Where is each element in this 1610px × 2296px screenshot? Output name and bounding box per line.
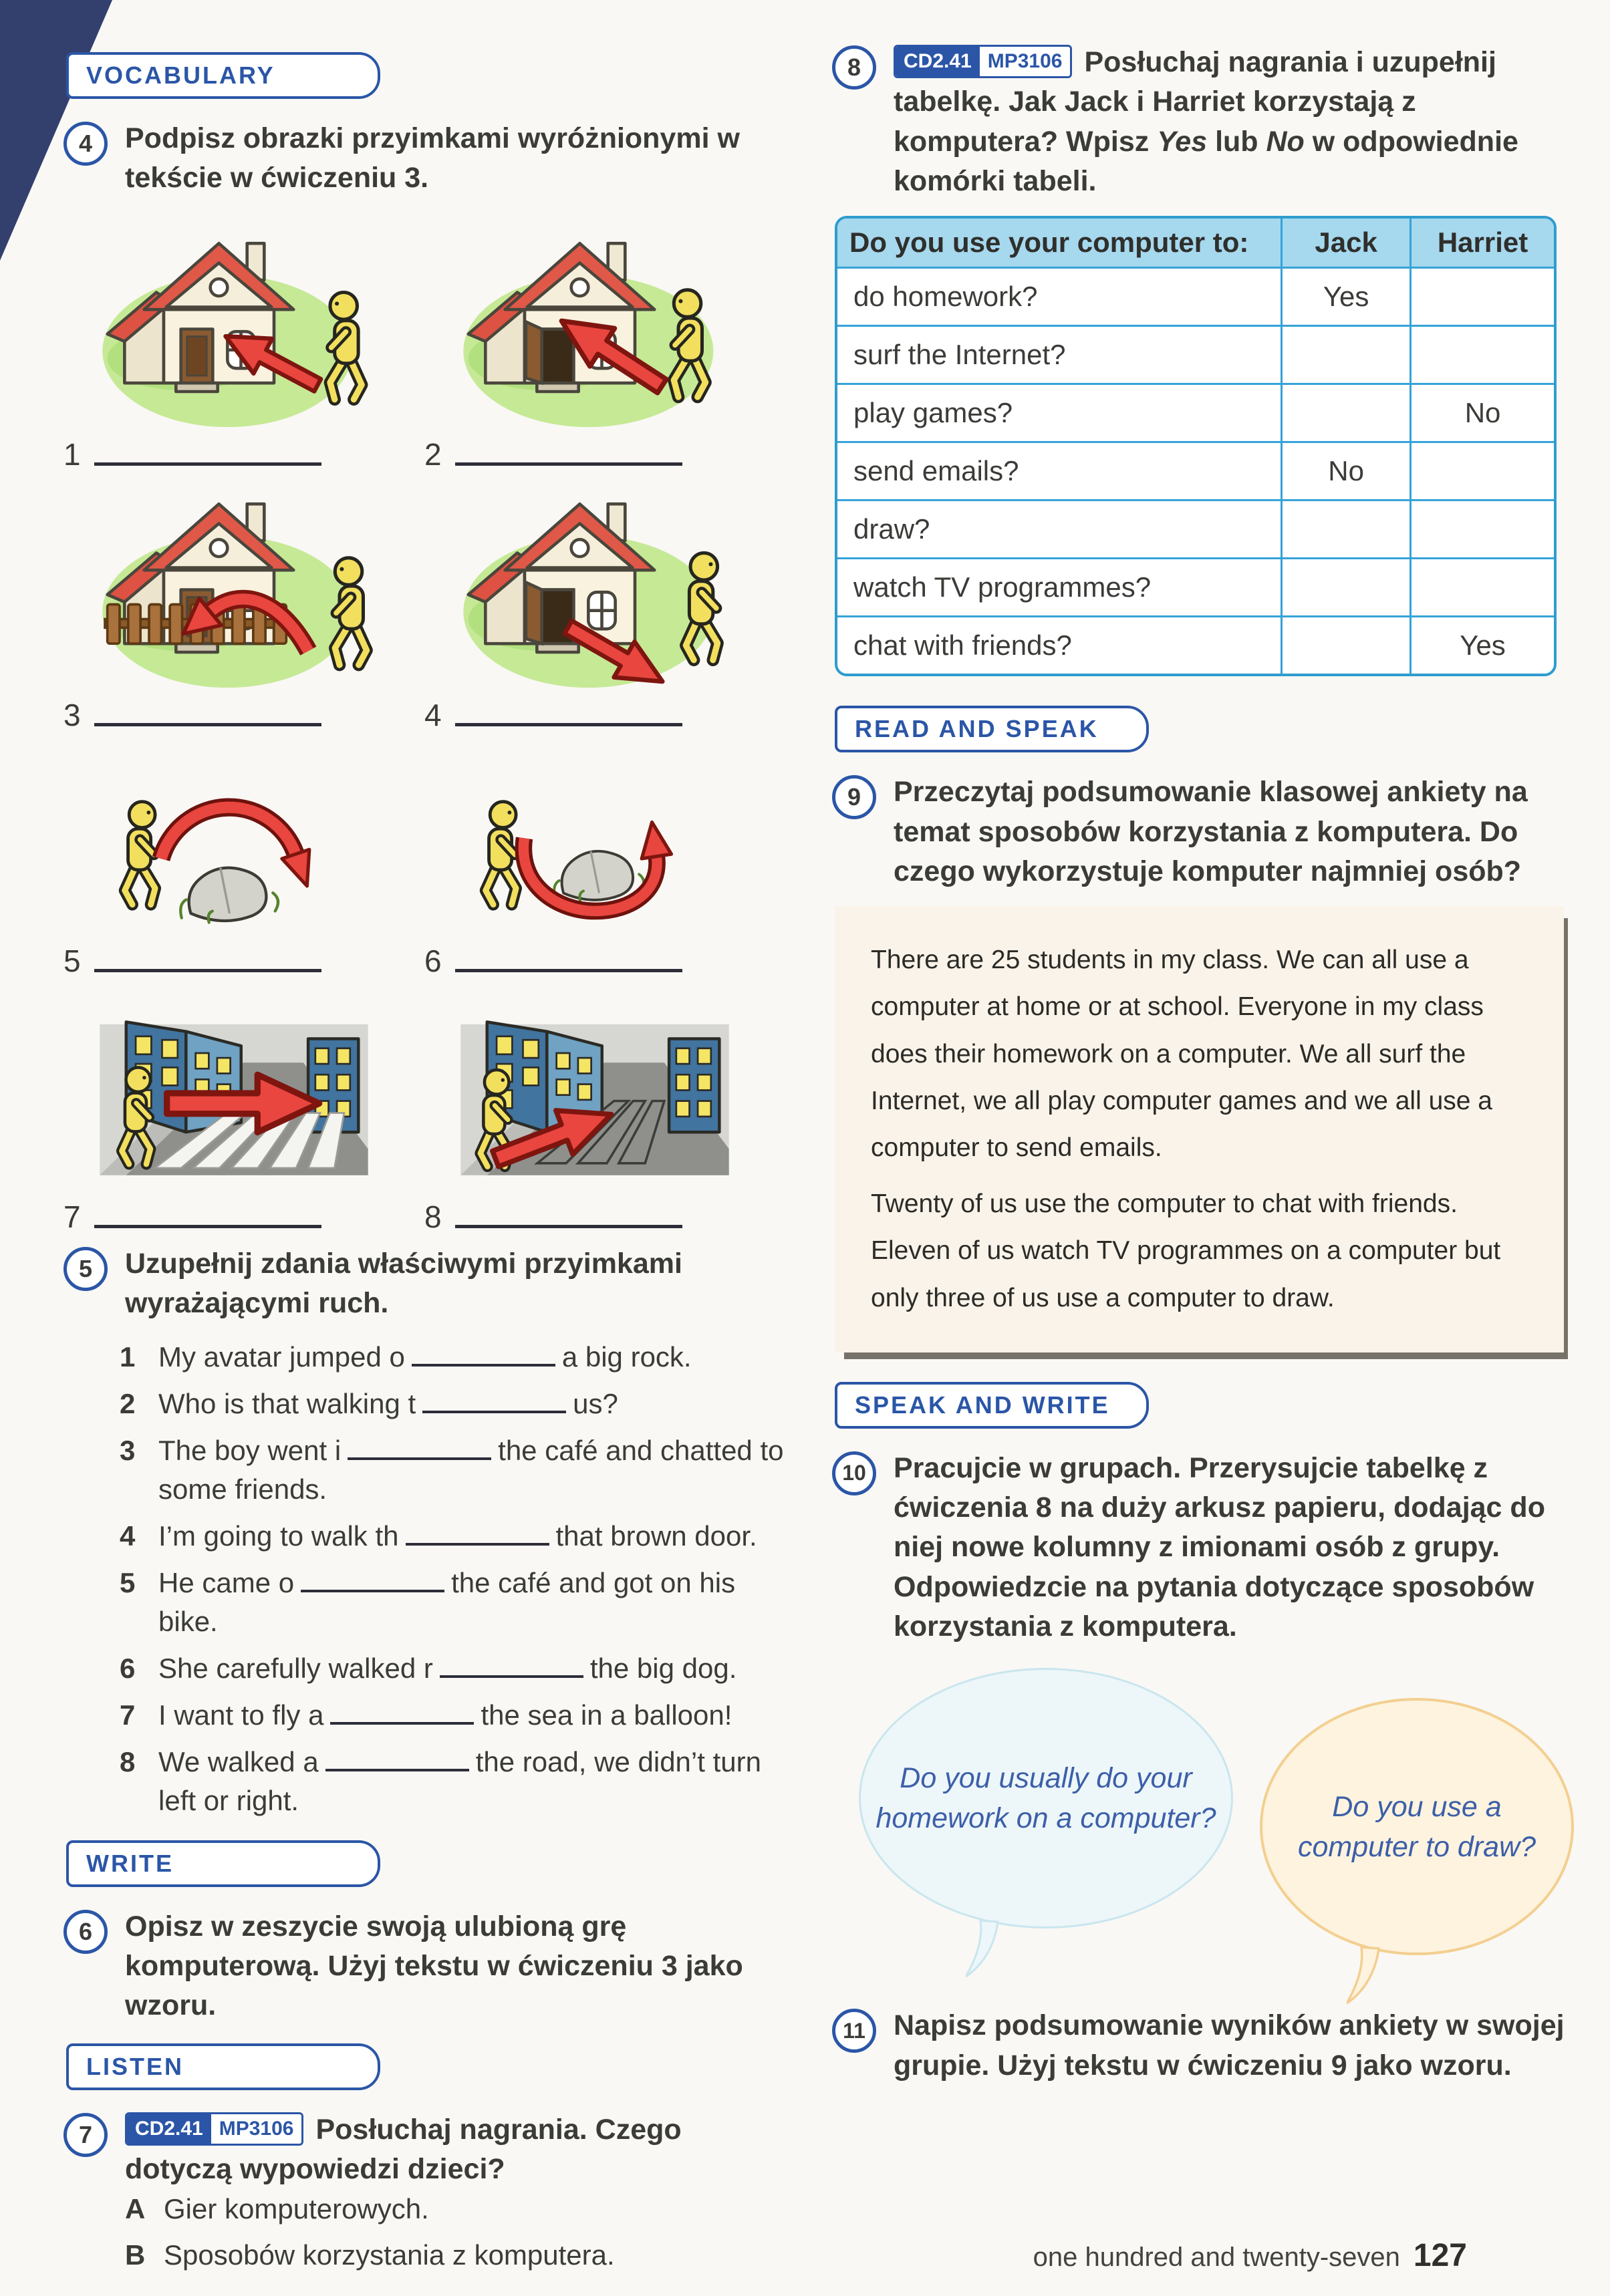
answer-blank-line xyxy=(455,969,682,972)
mp3-track-label: MP3106 xyxy=(211,2114,302,2144)
picture-4-walk-out-of-house-illustration xyxy=(451,482,745,690)
survey-paragraph-2: Twenty of us use the computer to chat with friends. Eleven of us watch TV programmes on a computer but only three of us use a computer to draw. xyxy=(871,1189,1501,1312)
picture-number: 4 xyxy=(424,697,442,732)
option-label: B xyxy=(125,2239,146,2271)
sentence-4 xyxy=(120,1517,785,1556)
sentence-text: He came o xyxy=(158,1567,295,1599)
table-row xyxy=(837,384,1554,442)
table-header-jack: Jack xyxy=(1282,219,1411,268)
instruction-text: Posłuchaj nagrania i uzupełnij tabelkę. Jak Jack i Harriet korzystają z komputera? Wpisz xyxy=(894,46,1496,158)
picture-cell-5 xyxy=(63,742,424,979)
listen-section-badge: LISTEN xyxy=(66,2043,380,2090)
picture-3-jump-over-fence-illustration xyxy=(90,482,384,690)
sentence-number: 5 xyxy=(120,1567,136,1599)
sentence-number: 7 xyxy=(120,1699,136,1731)
sentence-6 xyxy=(120,1649,785,1688)
exercise-8 xyxy=(832,43,1571,201)
picture-cell-1 xyxy=(63,221,424,472)
write-section-badge: WRITE xyxy=(66,1840,380,1887)
cd-track-label: CD2.41 xyxy=(896,47,980,76)
option-text: Sposobów korzystania z komputera. xyxy=(164,2239,615,2271)
speech-bubble-tail xyxy=(1347,1946,1393,2007)
question-cell: play games? xyxy=(837,384,1282,442)
exercise-11 xyxy=(832,2006,1571,2086)
jack-answer-cell: No xyxy=(1282,442,1411,500)
exercise-7-number: 7 xyxy=(63,2113,108,2157)
question-cell: surf the Internet? xyxy=(837,326,1282,384)
question-cell: do homework? xyxy=(837,268,1282,326)
sentence-text: the road, we didn’t turn left or right. xyxy=(158,1745,761,1816)
exercise-4-pictures xyxy=(63,221,785,1235)
exercise-9-instruction: Przeczytaj podsumowanie klasowej ankiety na temat sposobów korzystania z komputera. Do czego wykorzystuje komputer najmniej osób? xyxy=(894,776,1528,887)
exercise-4-number: 4 xyxy=(63,122,108,166)
picture-number: 7 xyxy=(63,1199,81,1234)
exercise-10 xyxy=(832,1449,1571,1647)
answer-blank-line xyxy=(455,723,682,726)
exercise-7-instruction: Posłuchaj nagrania. Czego dotyczą wypowiedzi dzieci? xyxy=(125,2113,682,2186)
sentence-text: that brown door. xyxy=(555,1520,757,1552)
sentence-7 xyxy=(120,1696,785,1735)
survey-summary-note xyxy=(835,906,1564,1352)
exercise-7-option-b xyxy=(125,2235,785,2276)
answer-blank-line xyxy=(94,723,321,726)
exercise-11-number: 11 xyxy=(832,2009,876,2053)
exercise-5 xyxy=(63,1244,785,1324)
sentence-5 xyxy=(120,1564,785,1641)
audio-track-badge xyxy=(894,45,1072,78)
fill-in-blank xyxy=(406,1518,549,1546)
speech-bubble-homework: Do you usually do your homework on a computer? xyxy=(859,1668,1233,1928)
fill-in-blank xyxy=(440,1650,583,1678)
sentence-3 xyxy=(120,1431,785,1509)
picture-7-walk-across-street-illustration xyxy=(90,988,378,1192)
exercise-10-number: 10 xyxy=(832,1451,876,1495)
exercise-11-instruction: Napisz podsumowanie wyników ankiety w swojej grupie. Użyj tekstu w ćwiczeniu 9 jako wzoru. xyxy=(894,2009,1565,2082)
instruction-italic-no: No xyxy=(1266,125,1305,158)
picture-cell-6 xyxy=(424,742,785,979)
table-row xyxy=(837,500,1554,559)
question-cell: draw? xyxy=(837,500,1282,559)
sentence-text: the big dog. xyxy=(589,1652,737,1684)
audio-track-badge xyxy=(125,2112,303,2146)
picture-6-walk-around-rock-illustration xyxy=(451,742,725,936)
answer-blank-line xyxy=(455,1225,682,1228)
speech-bubbles xyxy=(832,1661,1571,1982)
speak-and-write-section-badge: SPEAK AND WRITE xyxy=(835,1382,1149,1429)
read-and-speak-section-badge: READ AND SPEAK xyxy=(835,706,1149,752)
exercise-5-instruction: Uzupełnij zdania właściwymi przyimkami wyrażającymi ruch. xyxy=(125,1247,682,1319)
picture-cell-4 xyxy=(424,482,785,733)
sentence-text: us? xyxy=(573,1388,618,1420)
sentence-text: the café and chatted to some friends. xyxy=(158,1435,784,1505)
exercise-9-number: 9 xyxy=(832,775,876,819)
instruction-text: lub xyxy=(1207,125,1266,158)
sentence-number: 2 xyxy=(120,1388,136,1420)
answer-blank-line xyxy=(94,1225,321,1228)
exercise-9 xyxy=(832,772,1571,891)
picture-number: 3 xyxy=(63,697,81,732)
sentence-number: 1 xyxy=(120,1341,136,1373)
sentence-number: 8 xyxy=(120,1745,136,1777)
sentence-number: 4 xyxy=(120,1520,136,1552)
sentence-text: I want to fly a xyxy=(158,1699,324,1731)
question-cell: send emails? xyxy=(837,442,1282,500)
question-cell: chat with friends? xyxy=(837,617,1282,674)
picture-5-jump-over-rock-illustration xyxy=(90,742,364,936)
picture-cell-3 xyxy=(63,482,424,733)
harriet-answer-cell: Yes xyxy=(1411,617,1554,674)
fill-in-blank xyxy=(348,1432,491,1460)
sentence-1 xyxy=(120,1338,785,1377)
picture-number: 1 xyxy=(63,436,81,472)
exercise-7 xyxy=(63,2110,785,2281)
picture-cell-2 xyxy=(424,221,785,472)
exercise-7-option-a xyxy=(125,2189,785,2230)
sentence-number: 6 xyxy=(120,1652,136,1684)
jack-answer-cell xyxy=(1282,559,1411,617)
footer-page-words: one hundred and twenty-seven xyxy=(1033,2243,1400,2272)
instruction-text: w odpowiednie komórki tabeli. xyxy=(894,125,1518,197)
fill-in-blank xyxy=(330,1697,474,1725)
pictures-row-1 xyxy=(63,221,785,472)
harriet-answer-cell: No xyxy=(1411,384,1554,442)
jack-answer-cell xyxy=(1282,384,1411,442)
pictures-row-2 xyxy=(63,482,785,733)
sentence-text: the sea in a balloon! xyxy=(481,1699,732,1731)
jack-answer-cell xyxy=(1282,617,1411,674)
jack-answer-cell xyxy=(1282,500,1411,559)
option-label: A xyxy=(125,2193,146,2225)
sentence-text: I’m going to walk th xyxy=(158,1520,399,1552)
exercise-6-instruction: Opisz w zeszycie swoją ulubioną grę komputerową. Użyj tekstu w ćwiczeniu 3 jako wzoru. xyxy=(125,1910,743,2022)
exercise-8-instruction xyxy=(894,43,1571,201)
sentence-text: She carefully walked r xyxy=(158,1652,433,1684)
harriet-answer-cell xyxy=(1411,442,1554,500)
exercise-8-number: 8 xyxy=(832,45,876,90)
pictures-row-3 xyxy=(63,742,785,979)
speech-bubble-tail xyxy=(966,1919,1013,1981)
picture-number: 5 xyxy=(63,943,81,978)
picture-cell-8 xyxy=(424,988,785,1235)
jack-answer-cell xyxy=(1282,326,1411,384)
harriet-answer-cell xyxy=(1411,559,1554,617)
question-cell: watch TV programmes? xyxy=(837,559,1282,617)
fill-in-blank xyxy=(325,1743,469,1771)
table-header-row xyxy=(837,219,1554,268)
sentence-text: the café and got on his bike. xyxy=(158,1567,736,1638)
table-row xyxy=(837,617,1554,674)
right-column xyxy=(832,43,1571,2100)
table-header-question: Do you use your computer to: xyxy=(837,219,1282,268)
table-row xyxy=(837,442,1554,500)
instruction-italic-yes: Yes xyxy=(1157,125,1208,158)
speech-bubble-draw: Do you use a computer to draw? xyxy=(1260,1698,1574,1955)
harriet-answer-cell xyxy=(1411,326,1554,384)
answer-blank-line xyxy=(455,462,682,466)
fill-in-blank xyxy=(422,1385,566,1413)
picture-cell-7 xyxy=(63,988,424,1235)
table-header-harriet: Harriet xyxy=(1411,219,1554,268)
exercise-4-instruction: Podpisz obrazki przyimkami wyróżnionymi w tekście w ćwiczeniu 3. xyxy=(125,122,740,194)
sentence-text: a big rock. xyxy=(561,1341,692,1373)
table-row xyxy=(837,559,1554,617)
computer-use-table xyxy=(835,216,1557,676)
answer-blank-line xyxy=(94,462,321,466)
footer-page-number: 127 xyxy=(1413,2238,1467,2273)
harriet-answer-cell xyxy=(1411,268,1554,326)
picture-2-walk-into-house-illustration xyxy=(451,221,745,430)
sentence-2 xyxy=(120,1385,785,1423)
exercise-4 xyxy=(63,119,785,198)
exercise-10-instruction: Pracujcie w grupach. Przerysujcie tabelkę z ćwiczenia 8 na duży arkusz papieru, dodając do niej nowe kolumny z imionami osób z grupy. Odpowiedzcie na pytania dotyczące sposobów korzystania z komputera. xyxy=(894,1451,1545,1643)
sentence-text: My avatar jumped o xyxy=(158,1341,405,1373)
sentence-8 xyxy=(120,1743,785,1820)
exercise-7-instruction-line xyxy=(125,2110,785,2190)
table-row xyxy=(837,268,1554,326)
exercise-6 xyxy=(63,1907,785,2026)
sentence-text: We walked a xyxy=(158,1745,319,1777)
mp3-track-label: MP3106 xyxy=(980,47,1071,76)
fill-in-blank xyxy=(412,1339,555,1367)
sentence-text: The boy went i xyxy=(158,1435,342,1467)
cd-track-label: CD2.41 xyxy=(127,2114,211,2144)
sentence-text: Who is that walking t xyxy=(158,1388,416,1420)
exercise-5-sentences xyxy=(120,1338,785,1820)
option-text: Gier komputerowych. xyxy=(164,2193,429,2225)
picture-number: 6 xyxy=(424,943,442,978)
jack-answer-cell: Yes xyxy=(1282,268,1411,326)
pictures-row-4 xyxy=(63,988,785,1235)
harriet-answer-cell xyxy=(1411,500,1554,559)
exercise-5-number: 5 xyxy=(63,1247,108,1291)
exercise-6-number: 6 xyxy=(63,1910,108,1954)
picture-number: 2 xyxy=(424,436,442,472)
table-row xyxy=(837,326,1554,384)
picture-1-walk-towards-house-illustration xyxy=(90,221,384,430)
page-footer xyxy=(832,2237,1467,2274)
answer-blank-line xyxy=(94,969,321,972)
fill-in-blank xyxy=(301,1564,444,1592)
survey-paragraph-1: There are 25 students in my class. We can all use a computer at home or at school. Everyone in my class does their homework on a computer. We all surf the Internet, we all play computer games and we all use a computer to send emails. xyxy=(871,946,1493,1163)
sentence-number: 3 xyxy=(120,1435,136,1467)
picture-number: 8 xyxy=(424,1199,442,1234)
picture-8-walk-along-street-illustration xyxy=(451,988,739,1192)
left-column xyxy=(63,52,785,2296)
vocabulary-section-badge: VOCABULARY xyxy=(66,52,380,99)
